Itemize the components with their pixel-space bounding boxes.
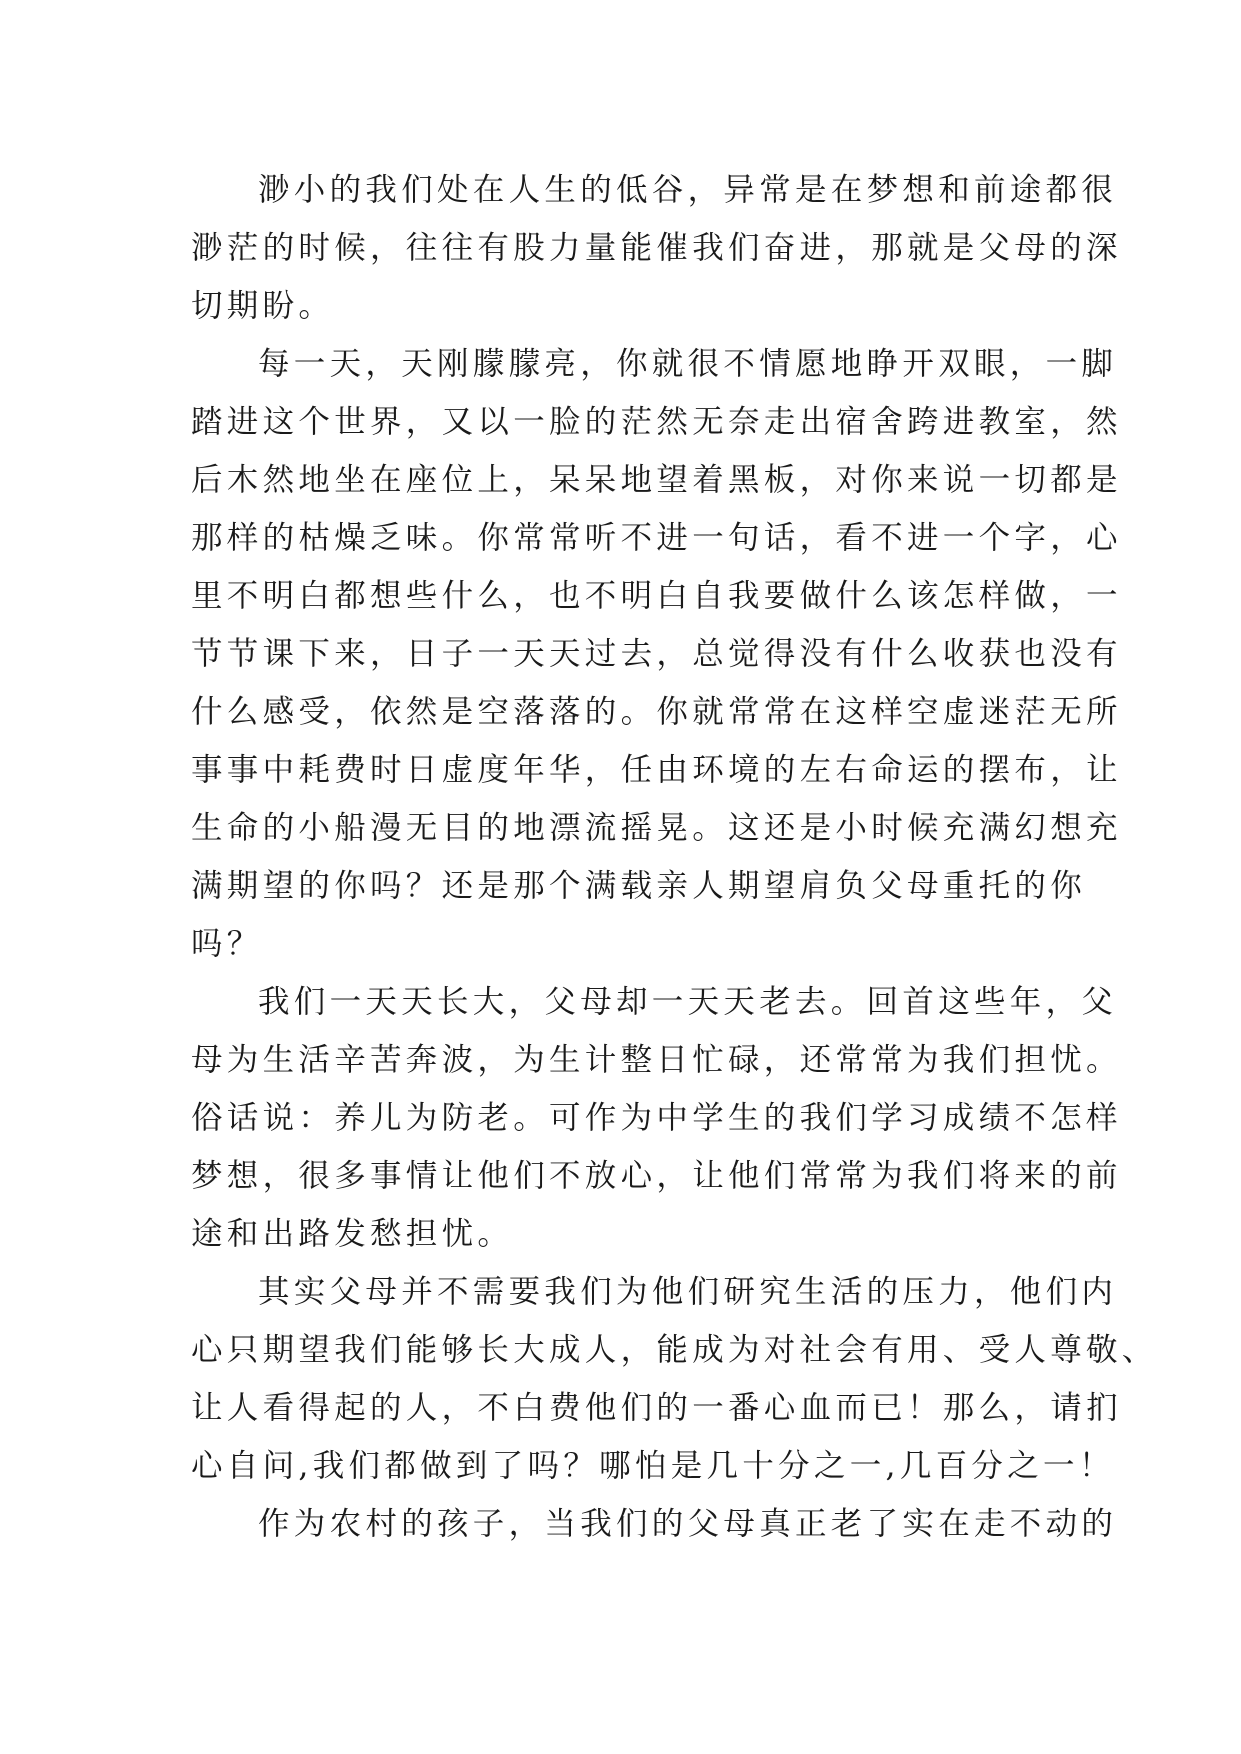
text-line: 生命的小船漫无目的地漂流摇晃。这还是小时候充满幻想充 (191, 810, 1122, 846)
text-line: 事事中耗费时日虚度年华，任由环境的左右命运的摆布，让 (191, 752, 1122, 788)
text-line: 让人看得起的人，不白费他们的一番心血而已！那么，请扪 (191, 1390, 1122, 1426)
text-line: 里不明白都想些什么，也不明白自我要做什么该怎样做，一 (191, 578, 1122, 614)
text-line: 吗？ (191, 926, 263, 962)
text-line: 俗话说：养儿为防老。可作为中学生的我们学习成绩不怎样 (191, 1100, 1122, 1136)
text-line: 那样的枯燥乏味。你常常听不进一句话，看不进一个字，心 (191, 520, 1122, 556)
text-line: 母为生活辛苦奔波，为生计整日忙碌，还常常为我们担忧。 (191, 1042, 1122, 1078)
text-line: 我们一天天长大，父母却一天天老去。回首这些年，父 (258, 984, 1118, 1020)
text-line: 踏进这个世界，又以一脸的茫然无奈走出宿舍跨进教室，然 (191, 404, 1122, 440)
text-line: 节节课下来，日子一天天过去，总觉得没有什么收获也没有 (191, 636, 1122, 672)
text-line: 什么感受，依然是空落落的。你就常常在这样空虚迷茫无所 (191, 694, 1122, 730)
text-line: 渺茫的时候，往往有股力量能催我们奋进，那就是父母的深 (191, 230, 1122, 266)
text-line: 心自问,我们都做到了吗？哪怕是几十分之一,几百分之一！ (191, 1448, 1115, 1484)
text-line: 其实父母并不需要我们为他们研究生活的压力，他们内 (258, 1274, 1118, 1310)
text-line: 作为农村的孩子，当我们的父母真正老了实在走不动的 (258, 1506, 1118, 1542)
text-line: 途和出路发愁担忧。 (191, 1216, 514, 1252)
document-body (191, 161, 1158, 1553)
text-line: 渺小的我们处在人生的低谷，异常是在梦想和前途都很 (258, 172, 1118, 208)
text-line: 满期望的你吗？还是那个满载亲人期望肩负父母重托的你 (191, 868, 1087, 904)
text-line: 梦想，很多事情让他们不放心，让他们常常为我们将来的前 (191, 1158, 1122, 1194)
text-line: 每一天，天刚朦朦亮，你就很不情愿地睁开双眼，一脚 (258, 346, 1118, 382)
text-line: 后木然地坐在座位上，呆呆地望着黑板，对你来说一切都是 (191, 462, 1122, 498)
text-line: 心只期望我们能够长大成人，能成为对社会有用、受人尊敬、 (191, 1332, 1158, 1368)
text-line: 切期盼。 (191, 288, 335, 324)
